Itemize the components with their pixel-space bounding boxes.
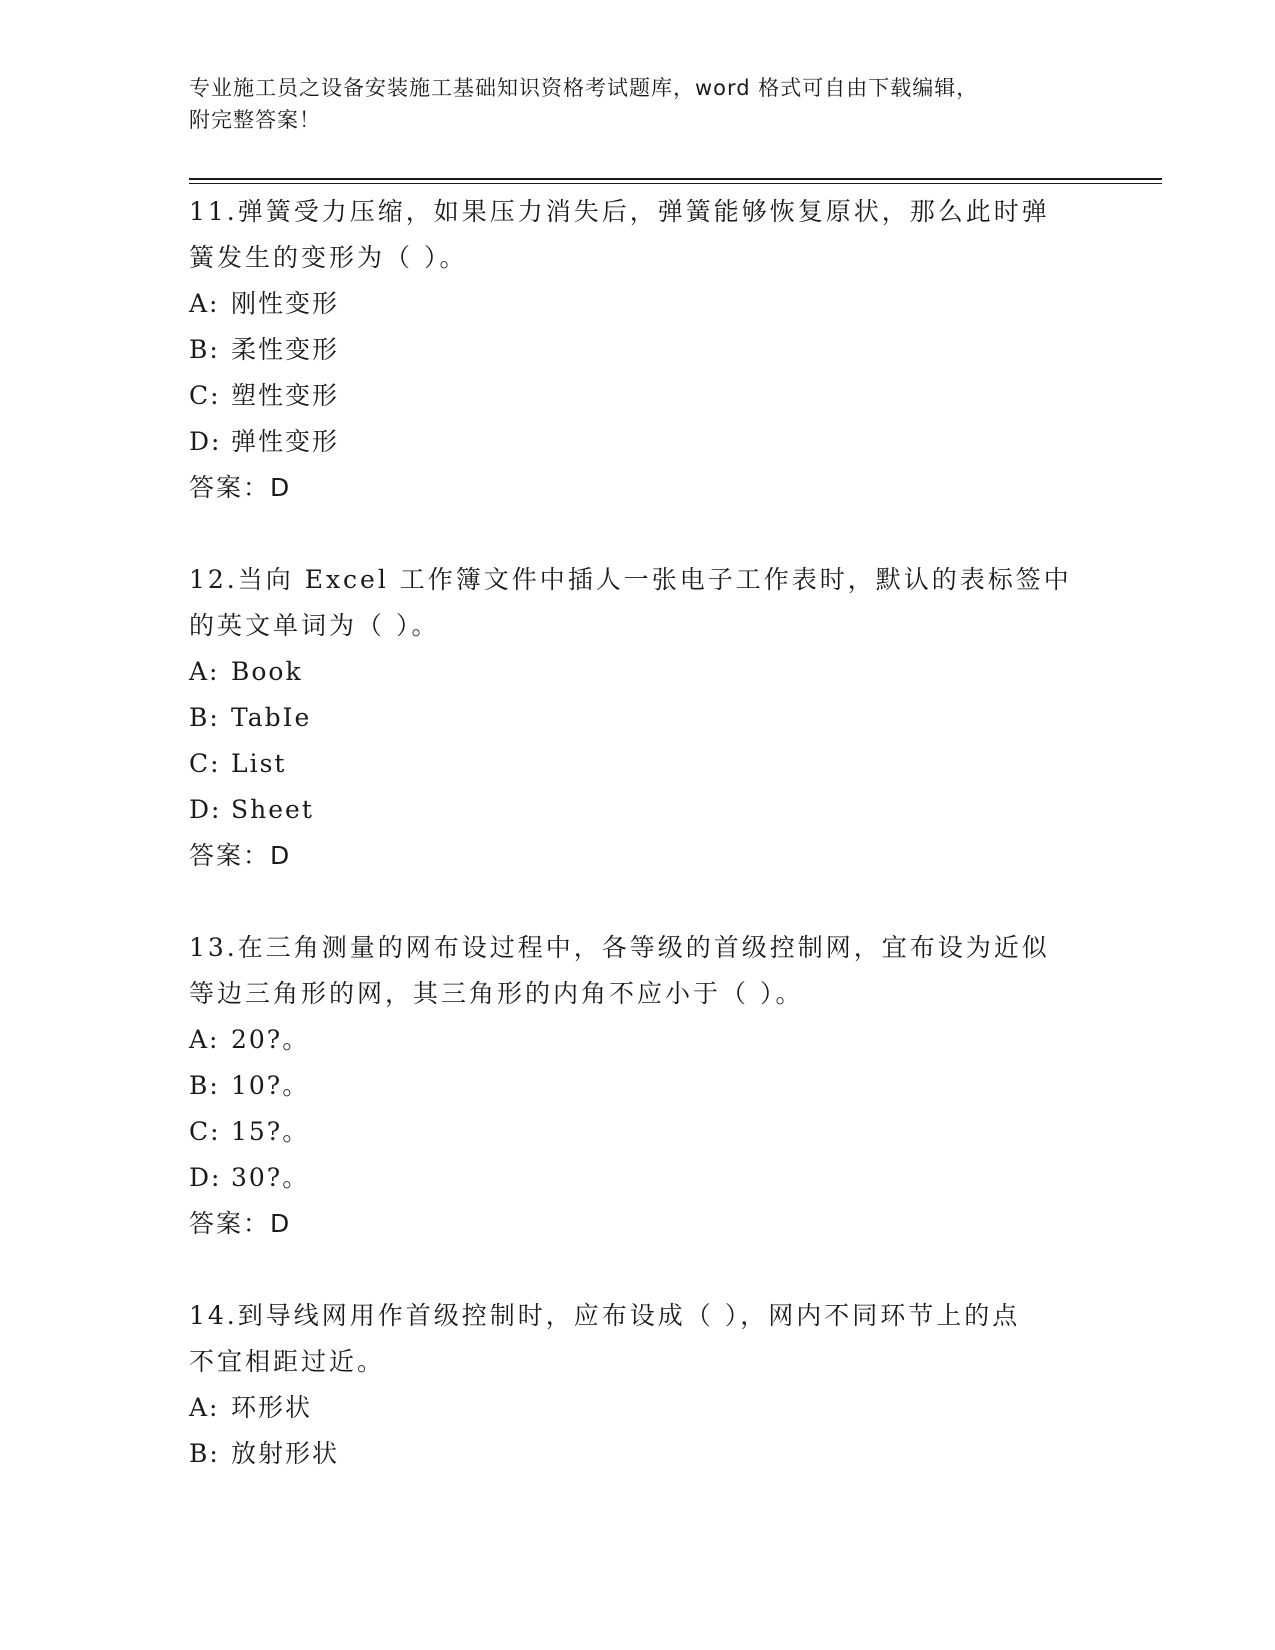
option-text: List [231,749,287,778]
question-text-line: 的英文单词为（ ）。 [189,611,440,640]
answer-line: 答案：D [189,1209,292,1238]
option-text: 10?。 [231,1071,310,1100]
option-key: C: [189,749,221,778]
answer-line: 答案：D [189,473,292,502]
question-text-line: 不宜相距过近。 [189,1347,386,1376]
option-b [189,327,1089,373]
option-text: 弹性变形 [231,427,340,456]
answer-line: 答案：D [189,841,292,870]
option-key: D: [189,427,222,456]
option-key: C: [189,381,221,410]
option-b [189,1431,1089,1477]
option-text: 15?。 [231,1117,310,1146]
question-14 [189,1293,1089,1477]
option-b [189,1063,1089,1109]
option-key: A: [189,657,220,686]
option-text: 柔性变形 [231,335,340,364]
option-text: 环形状 [231,1393,313,1422]
option-c [189,741,1089,787]
option-a [189,1385,1089,1431]
option-a [189,1017,1089,1063]
option-text: 放射形状 [231,1439,340,1468]
option-key: A: [189,1393,220,1422]
question-list [189,189,1089,1523]
question-text-line: 簧发生的变形为（ ）。 [189,243,468,272]
option-key: A: [189,289,220,318]
option-a [189,281,1089,327]
header-line-1: 专业施工员之设备安装施工基础知识资格考试题库，word 格式可自由下载编辑， [189,76,979,100]
option-key: C: [189,1117,221,1146]
header-divider-thick [189,178,1162,180]
question-text-line: 等边三角形的网，其三角形的内角不应小于（ ）。 [189,979,804,1008]
question-text-line: 12.当向 Excel 工作簿文件中插人一张电子工作表时，默认的表标签中 [189,565,1072,594]
option-d [189,1155,1089,1201]
question-12 [189,557,1089,879]
question-text-line: 11.弹簧受力压缩，如果压力消失后，弹簧能够恢复原状，那么此时弹 [189,197,1050,226]
document-header [189,72,1089,136]
option-b [189,695,1089,741]
option-c [189,1109,1089,1155]
option-text: Sheet [231,795,314,824]
option-text: 20?。 [231,1025,310,1054]
option-d [189,419,1089,465]
option-d [189,787,1089,833]
option-key: B: [189,1071,220,1100]
option-key: B: [189,1439,220,1468]
option-key: D: [189,1163,222,1192]
option-text: TabIe [231,703,312,732]
question-11 [189,189,1089,511]
question-text-line: 14.到导线网用作首级控制时，应布设成（ ），网内不同环节上的点 [189,1301,1021,1330]
option-a [189,649,1089,695]
header-divider-thin [189,183,1162,184]
option-c [189,373,1089,419]
option-text: 30?。 [231,1163,310,1192]
option-key: D: [189,795,222,824]
question-text-line: 13.在三角测量的网布设过程中，各等级的首级控制网，宜布设为近似 [189,933,1050,962]
option-text: Book [231,657,303,686]
option-key: A: [189,1025,220,1054]
option-text: 刚性变形 [231,289,340,318]
option-text: 塑性变形 [231,381,340,410]
question-13 [189,925,1089,1247]
option-key: B: [189,335,220,364]
option-key: B: [189,703,220,732]
header-line-2: 附完整答案！ [189,108,321,132]
